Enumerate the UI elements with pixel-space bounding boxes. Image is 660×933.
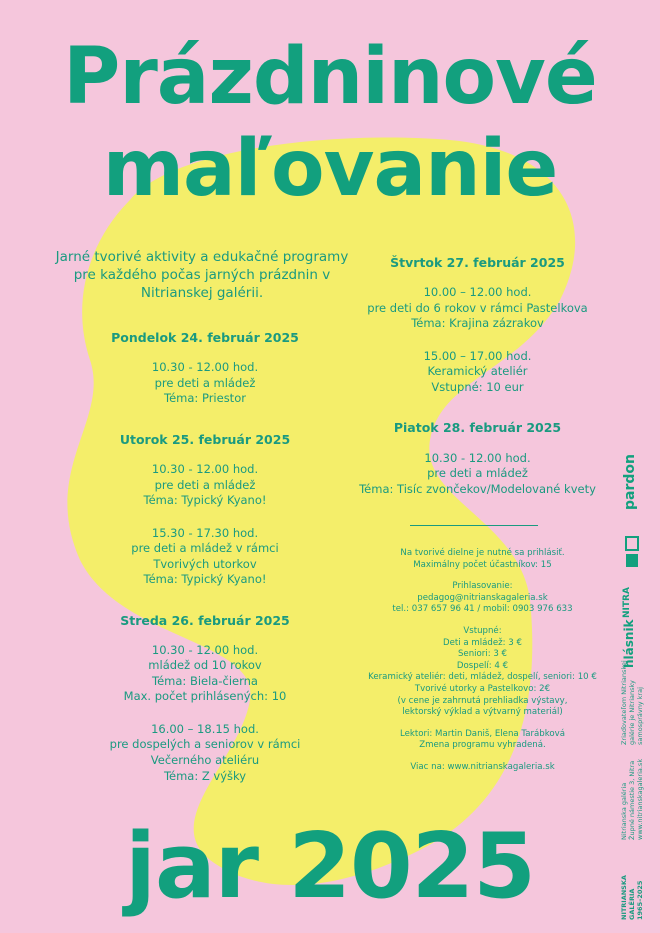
session-line: 10.00 – 12.00 hod. (423, 285, 532, 300)
nitra-logo: NITRA (622, 587, 632, 618)
info-block-contact (355, 581, 610, 616)
info-line: Deti a mládež: 3 € (443, 637, 522, 648)
info-line: Lektori: Martin Daniš, Elena Tarábková (399, 728, 566, 739)
vertical-line: Nitrianska galéria (620, 782, 628, 840)
session-line: Téma: Tisíc zvončekov/Modelované kvety (359, 481, 596, 496)
day-heading: Streda 26. február 2025 (120, 612, 290, 628)
day-heading: Piatok 28. február 2025 (393, 420, 562, 436)
session-line: 10.30 - 12.00 hod. (151, 462, 259, 477)
session-line: 10.30 - 12.00 hod. (151, 642, 259, 657)
day-heading: Štvrtok 27. február 2025 (390, 255, 565, 270)
session-block (60, 526, 350, 588)
session-block (345, 451, 610, 498)
session-line: pre deti do 6 rokov v rámci Pastelkova (367, 300, 588, 315)
vertical-line: 1965–2025 (636, 880, 645, 920)
session-line: Téma: Typický Kyano! (143, 572, 267, 587)
info-line: Dospelí: 4 € (456, 660, 509, 671)
session-line: 15.00 – 17.00 hod. (423, 348, 532, 363)
session-line: 10.30 - 12.00 hod. (151, 360, 259, 375)
session-line: Max. počet prihlásených: 10 (123, 689, 287, 704)
vertical-line: samosprávny kraj (636, 687, 645, 745)
info-block-registration_note (355, 548, 610, 571)
session-line: pre deti a mládež (427, 466, 528, 481)
session-line: 15.30 - 17.30 hod. (151, 525, 259, 540)
info-line: pedagog@nitrianskagaleria.sk (417, 592, 548, 603)
session-line: mládež od 10 rokov (148, 658, 262, 673)
session-line: Večerného ateliéru (150, 753, 260, 767)
session-block (60, 643, 350, 705)
info-line: lektorský výklad a výtvarný materiál) (402, 707, 563, 718)
info-section (355, 548, 610, 774)
vertical-line: galérie je Nitriansky (628, 680, 637, 745)
session-block (345, 285, 610, 332)
left-schedule-column (60, 330, 350, 809)
session-line: Téma: Krajina zázrakov (411, 316, 544, 331)
info-block-lecturers (355, 729, 610, 752)
session-block (60, 462, 350, 509)
info-line: Na tvorivé dielne je nutné sa prihlásiť. (400, 548, 565, 558)
vertical-line: Župné námestie 3, Nitra (628, 760, 637, 840)
info-line: Prihlasovanie: (452, 581, 513, 592)
session-block (60, 360, 350, 407)
session-line: Téma: Typický Kyano! (143, 493, 267, 508)
title-line-2: maľovanie (102, 124, 558, 214)
day-heading: Utorok 25. február 2025 (119, 431, 291, 447)
intro-text: Jarné tvorivé aktivity a edukačné programy pre každého počas jarných prázdnin v Nitrianskej galérii. (55, 249, 349, 302)
session-line: pre deti a mládež v rámci (131, 541, 279, 556)
session-line: Keramický ateliér (427, 364, 528, 379)
title-line-1: Prázdninové (63, 32, 597, 122)
founder-note-vertical (620, 660, 644, 745)
info-line: Tvorivé utorky a Pastelkovo: 2€ (414, 683, 551, 694)
session-line: 16.00 – 18.15 hod. (151, 721, 259, 736)
vertical-line: www.nitrianskagaleria.sk (636, 758, 645, 840)
session-line: Téma: Priestor (164, 391, 246, 406)
session-line: Téma: Z výšky (163, 768, 247, 783)
session-line: Vstupné: 10 eur (431, 379, 524, 394)
info-line: Zmena programu vyhradená. (419, 740, 546, 751)
day-heading: Pondelok 24. február 2025 (111, 330, 299, 345)
session-line: pre dospelých a seniorov v rámci (109, 737, 301, 752)
hlasnik-logo: hlásnik (622, 619, 636, 668)
title-line-3: jar 2025 (125, 814, 535, 919)
day-spacer (60, 801, 350, 809)
info-line: Seniori: 3 € (457, 649, 508, 660)
gallery-address-vertical (620, 759, 644, 840)
session-line: Tvorivých utorkov (153, 556, 257, 571)
vertical-line: GALÉRIA (628, 888, 637, 920)
info-line: Keramický ateliér: deti, mládež, dospelí, seniori: 10 € (368, 672, 597, 683)
info-line: Vstupné: (463, 625, 502, 636)
divider-line (410, 525, 538, 526)
info-line: tel.: 037 657 96 41 / mobil: 0903 976 633 (392, 604, 573, 615)
session-line: Téma: Biela-čierna (152, 673, 258, 688)
info-line: (v cene je zahrnutá prehliadka výstavy, (397, 695, 568, 706)
info-line: Maximálny počet účastníkov: 15 (413, 559, 552, 570)
day-spacer (345, 514, 610, 522)
info-block-prices (355, 626, 610, 719)
right-schedule-column (345, 255, 610, 522)
gallery-logo-vertical (620, 875, 644, 920)
day-spacer (60, 424, 350, 432)
vertical-line: Zriaďovateľom Nitrianskej (620, 660, 628, 745)
session-block (60, 722, 350, 784)
byn-logo (625, 535, 639, 569)
day-spacer (345, 412, 610, 420)
website-line: Viac na: www.nitrianskagaleria.sk (410, 761, 555, 772)
pardon-logo: pardon (622, 454, 638, 510)
session-line: 10.30 - 12.00 hod. (424, 450, 531, 465)
session-block (345, 349, 610, 396)
session-line: pre deti a mládež (154, 477, 256, 492)
day-spacer (60, 605, 350, 613)
vertical-line: NITRIANSKA (620, 875, 628, 920)
session-line: pre deti a mládež (154, 375, 256, 390)
